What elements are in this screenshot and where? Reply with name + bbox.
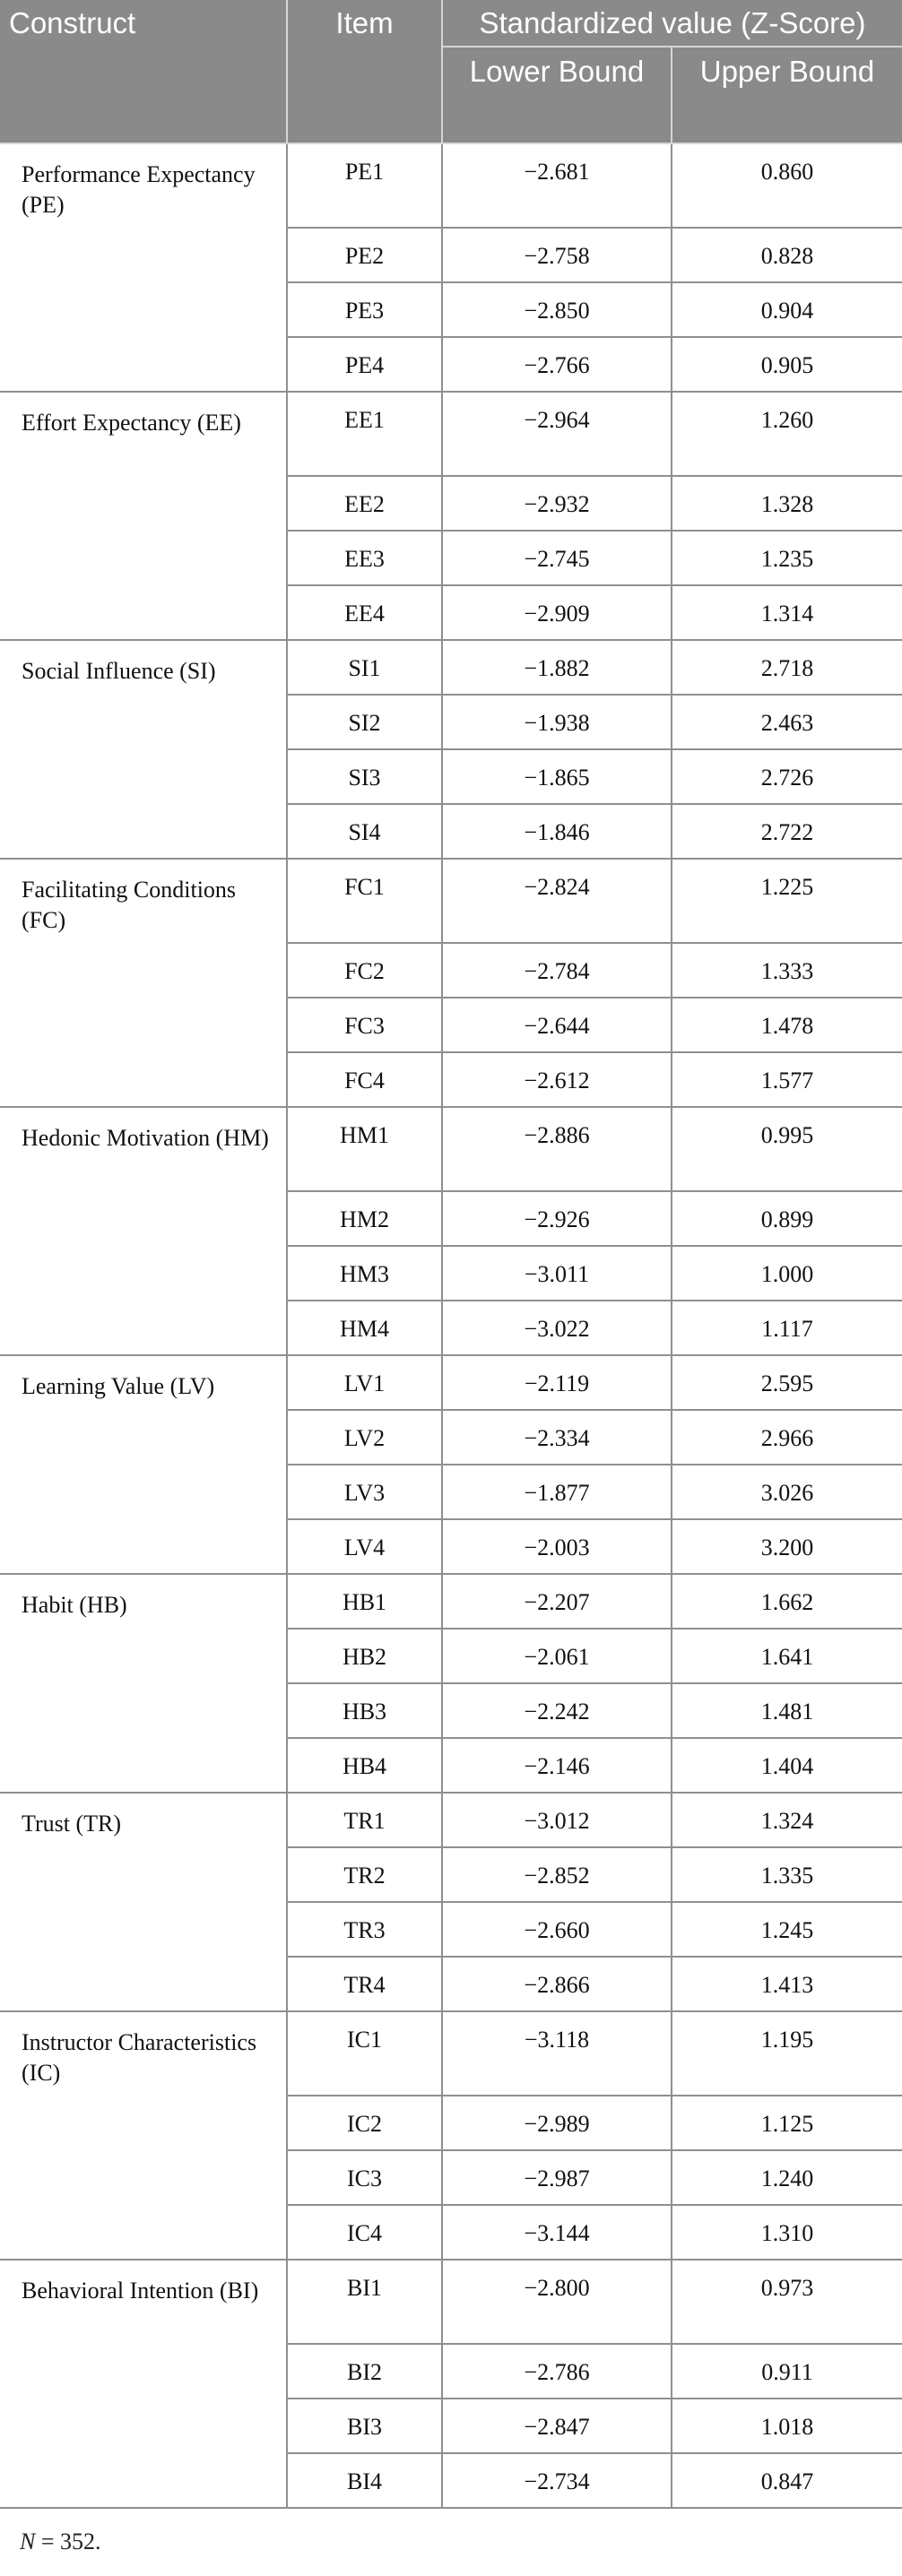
table-row	[0, 1107, 902, 1191]
item-cell: FC3	[287, 998, 442, 1052]
construct-cell: Learning Value (LV)	[0, 1355, 287, 1574]
lower-bound-cell: −1.865	[442, 749, 672, 804]
table-header	[0, 0, 902, 143]
upper-bound-cell: 1.324	[672, 1793, 902, 1847]
lower-bound-cell: −2.987	[442, 2150, 672, 2205]
upper-bound-cell: 0.904	[672, 282, 902, 337]
upper-bound-cell: 1.260	[672, 392, 902, 476]
upper-bound-cell: 1.404	[672, 1738, 902, 1793]
lower-bound-cell: −1.846	[442, 804, 672, 859]
lower-bound-cell: −2.847	[442, 2399, 672, 2453]
item-cell: HM4	[287, 1301, 442, 1355]
item-cell: FC1	[287, 859, 442, 943]
upper-bound-cell: 2.726	[672, 749, 902, 804]
lower-bound-cell: −2.745	[442, 531, 672, 585]
lower-bound-cell: −1.882	[442, 640, 672, 695]
lower-bound-cell: −2.334	[442, 1410, 672, 1465]
table-row	[0, 1574, 902, 1629]
lower-bound-cell: −2.146	[442, 1738, 672, 1793]
header-upper-bound: Upper Bound	[672, 47, 902, 143]
item-cell: EE3	[287, 531, 442, 585]
item-cell: SI3	[287, 749, 442, 804]
construct-cell: Trust (TR)	[0, 1793, 287, 2011]
upper-bound-cell: 1.310	[672, 2205, 902, 2260]
upper-bound-cell: 1.000	[672, 1246, 902, 1301]
item-cell: TR2	[287, 1847, 442, 1902]
lower-bound-cell: −3.022	[442, 1301, 672, 1355]
upper-bound-cell: 1.117	[672, 1301, 902, 1355]
upper-bound-cell: 1.335	[672, 1847, 902, 1902]
lower-bound-cell: −3.144	[442, 2205, 672, 2260]
table-row	[0, 859, 902, 943]
table-row	[0, 1793, 902, 1847]
item-cell: PE4	[287, 337, 442, 392]
lower-bound-cell: −2.003	[442, 1519, 672, 1574]
upper-bound-cell: 1.195	[672, 2011, 902, 2096]
note-symbol: N	[20, 2528, 36, 2554]
upper-bound-cell: 1.413	[672, 1957, 902, 2011]
header-standardized-value: Standardized value (Z-Score)	[442, 0, 902, 47]
item-cell: IC1	[287, 2011, 442, 2096]
item-cell: BI2	[287, 2344, 442, 2399]
item-cell: LV2	[287, 1410, 442, 1465]
upper-bound-cell: 1.018	[672, 2399, 902, 2453]
upper-bound-cell: 1.245	[672, 1902, 902, 1957]
lower-bound-cell: −2.932	[442, 476, 672, 531]
item-cell: LV4	[287, 1519, 442, 1574]
item-cell: TR1	[287, 1793, 442, 1847]
lower-bound-cell: −2.766	[442, 337, 672, 392]
table-body	[0, 143, 902, 2508]
upper-bound-cell: 3.200	[672, 1519, 902, 1574]
lower-bound-cell: −3.118	[442, 2011, 672, 2096]
lower-bound-cell: −2.660	[442, 1902, 672, 1957]
table-row	[0, 143, 902, 228]
lower-bound-cell: −1.877	[442, 1465, 672, 1519]
upper-bound-cell: 1.125	[672, 2096, 902, 2150]
item-cell: FC4	[287, 1052, 442, 1107]
item-cell: EE4	[287, 585, 442, 640]
item-cell: HM3	[287, 1246, 442, 1301]
lower-bound-cell: −2.926	[442, 1191, 672, 1246]
table-row	[0, 640, 902, 695]
construct-cell: Performance Expectancy (PE)	[0, 143, 287, 392]
upper-bound-cell: 0.995	[672, 1107, 902, 1191]
upper-bound-cell: 0.899	[672, 1191, 902, 1246]
lower-bound-cell: −2.612	[442, 1052, 672, 1107]
item-cell: BI3	[287, 2399, 442, 2453]
lower-bound-cell: −2.800	[442, 2260, 672, 2344]
lower-bound-cell: −2.866	[442, 1957, 672, 2011]
lower-bound-cell: −2.824	[442, 859, 672, 943]
lower-bound-cell: −2.681	[442, 143, 672, 228]
upper-bound-cell: 0.973	[672, 2260, 902, 2344]
upper-bound-cell: 0.860	[672, 143, 902, 228]
table-note	[20, 2528, 101, 2555]
lower-bound-cell: −2.734	[442, 2453, 672, 2508]
item-cell: HM1	[287, 1107, 442, 1191]
item-cell: HB1	[287, 1574, 442, 1629]
upper-bound-cell: 1.481	[672, 1683, 902, 1738]
lower-bound-cell: −1.938	[442, 695, 672, 749]
item-cell: SI4	[287, 804, 442, 859]
table-row	[0, 2260, 902, 2344]
header-construct: Construct	[0, 0, 287, 143]
item-cell: IC2	[287, 2096, 442, 2150]
item-cell: HB2	[287, 1629, 442, 1683]
lower-bound-cell: −2.061	[442, 1629, 672, 1683]
item-cell: LV3	[287, 1465, 442, 1519]
construct-cell: Effort Expectancy (EE)	[0, 392, 287, 640]
upper-bound-cell: 2.463	[672, 695, 902, 749]
lower-bound-cell: −2.644	[442, 998, 672, 1052]
construct-cell: Facilitating Conditions (FC)	[0, 859, 287, 1107]
item-cell: PE1	[287, 143, 442, 228]
upper-bound-cell: 1.240	[672, 2150, 902, 2205]
construct-cell: Habit (HB)	[0, 1574, 287, 1793]
lower-bound-cell: −2.852	[442, 1847, 672, 1902]
upper-bound-cell: 1.314	[672, 585, 902, 640]
item-cell: SI1	[287, 640, 442, 695]
construct-cell: Hedonic Motivation (HM)	[0, 1107, 287, 1355]
upper-bound-cell: 2.966	[672, 1410, 902, 1465]
upper-bound-cell: 0.828	[672, 228, 902, 282]
note-text: = 352.	[35, 2528, 101, 2554]
item-cell: EE1	[287, 392, 442, 476]
item-cell: LV1	[287, 1355, 442, 1410]
lower-bound-cell: −2.909	[442, 585, 672, 640]
item-cell: BI1	[287, 2260, 442, 2344]
lower-bound-cell: −3.011	[442, 1246, 672, 1301]
upper-bound-cell: 1.478	[672, 998, 902, 1052]
lower-bound-cell: −2.784	[442, 943, 672, 998]
item-cell: TR4	[287, 1957, 442, 2011]
table-row	[0, 392, 902, 476]
lower-bound-cell: −2.886	[442, 1107, 672, 1191]
item-cell: PE3	[287, 282, 442, 337]
item-cell: EE2	[287, 476, 442, 531]
item-cell: HB3	[287, 1683, 442, 1738]
item-cell: IC3	[287, 2150, 442, 2205]
construct-cell: Behavioral Intention (BI)	[0, 2260, 287, 2508]
lower-bound-cell: −2.119	[442, 1355, 672, 1410]
upper-bound-cell: 1.333	[672, 943, 902, 998]
lower-bound-cell: −2.786	[442, 2344, 672, 2399]
lower-bound-cell: −2.207	[442, 1574, 672, 1629]
construct-cell: Instructor Characteristics (IC)	[0, 2011, 287, 2260]
upper-bound-cell: 1.641	[672, 1629, 902, 1683]
lower-bound-cell: −2.850	[442, 282, 672, 337]
item-cell: HM2	[287, 1191, 442, 1246]
item-cell: HB4	[287, 1738, 442, 1793]
item-cell: PE2	[287, 228, 442, 282]
upper-bound-cell: 1.328	[672, 476, 902, 531]
upper-bound-cell: 2.718	[672, 640, 902, 695]
table-row	[0, 2011, 902, 2096]
lower-bound-cell: −2.989	[442, 2096, 672, 2150]
table-row	[0, 1355, 902, 1410]
upper-bound-cell: 2.595	[672, 1355, 902, 1410]
lower-bound-cell: −2.758	[442, 228, 672, 282]
header-lower-bound: Lower Bound	[442, 47, 672, 143]
upper-bound-cell: 0.911	[672, 2344, 902, 2399]
upper-bound-cell: 1.662	[672, 1574, 902, 1629]
lower-bound-cell: −3.012	[442, 1793, 672, 1847]
item-cell: TR3	[287, 1902, 442, 1957]
item-cell: BI4	[287, 2453, 442, 2508]
construct-cell: Social Influence (SI)	[0, 640, 287, 859]
upper-bound-cell: 1.235	[672, 531, 902, 585]
item-cell: FC2	[287, 943, 442, 998]
upper-bound-cell: 3.026	[672, 1465, 902, 1519]
lower-bound-cell: −2.242	[442, 1683, 672, 1738]
upper-bound-cell: 1.577	[672, 1052, 902, 1107]
upper-bound-cell: 2.722	[672, 804, 902, 859]
item-cell: IC4	[287, 2205, 442, 2260]
header-item: Item	[287, 0, 442, 143]
lower-bound-cell: −2.964	[442, 392, 672, 476]
upper-bound-cell: 0.847	[672, 2453, 902, 2508]
upper-bound-cell: 0.905	[672, 337, 902, 392]
item-cell: SI2	[287, 695, 442, 749]
upper-bound-cell: 1.225	[672, 859, 902, 943]
